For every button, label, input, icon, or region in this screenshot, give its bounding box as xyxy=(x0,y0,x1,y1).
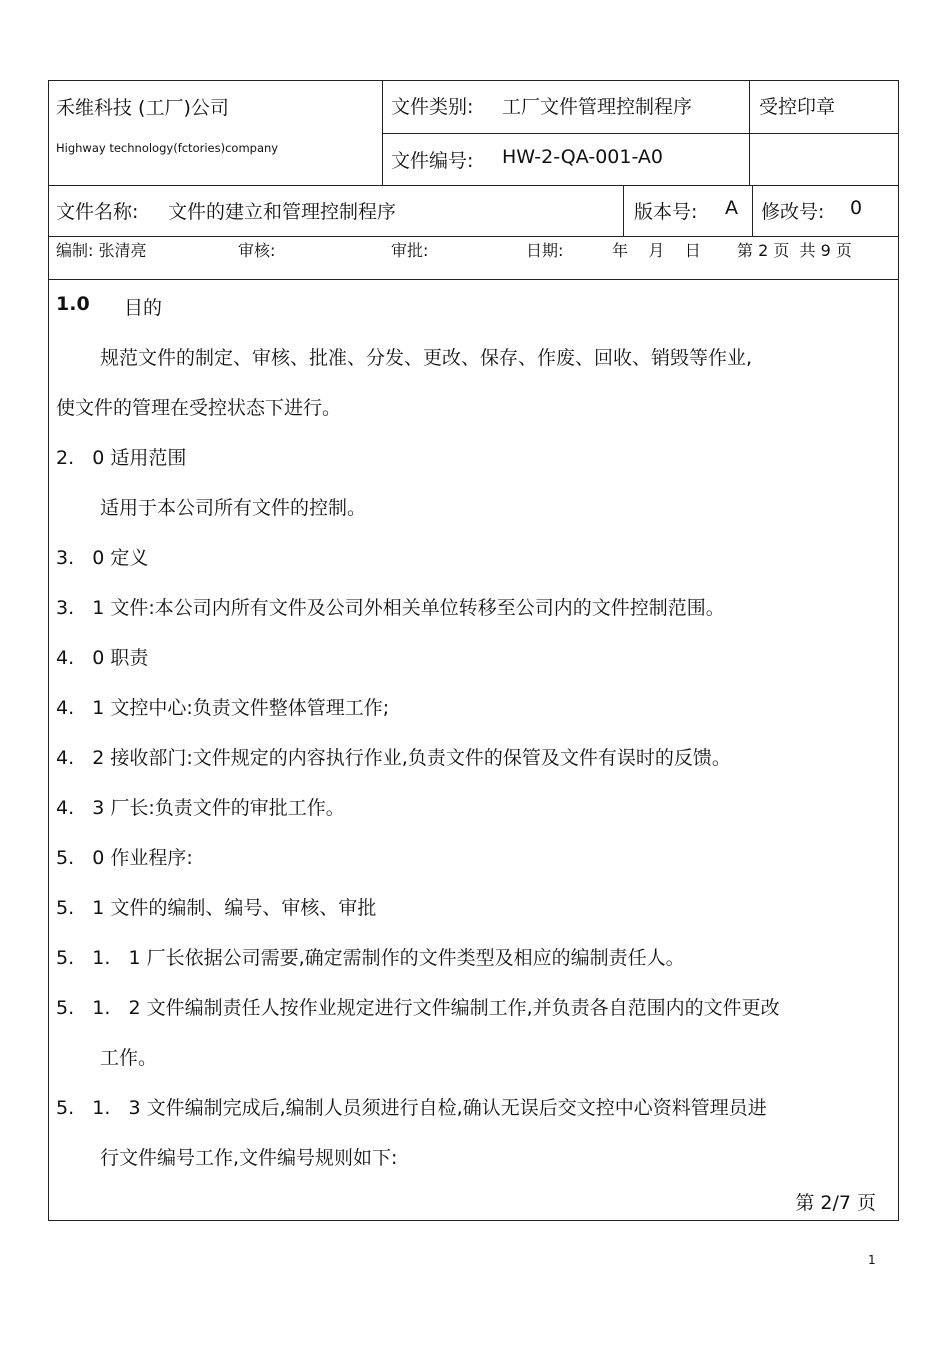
header-divider-1 xyxy=(382,133,898,134)
company-name-cn: 禾维科技 (工厂)公司 xyxy=(56,97,229,119)
reviewer-field: 审核: xyxy=(238,241,276,260)
section-4-2: 4. 2 接收部门:文件规定的内容执行作业,负责文件的保管及文件有误时的反馈。 xyxy=(56,747,731,769)
stamp-label: 受控印章 xyxy=(759,96,836,118)
section-1-title: 目的 xyxy=(124,297,163,319)
doc-number-label: 文件编号: xyxy=(391,150,474,172)
sheet-number: 1 xyxy=(868,1253,876,1267)
approver-field: 审批: xyxy=(391,241,429,260)
revision-value: 0 xyxy=(850,197,863,219)
header-divider-2 xyxy=(49,185,898,186)
paragraph-1-line-1: 规范文件的制定、审核、批准、分发、更改、保存、作废、回收、销毁等作业, xyxy=(100,347,753,369)
doc-number-value: HW-2-QA-001-A0 xyxy=(502,146,663,168)
section-5-1-2-line-1: 5. 1. 2 文件编制责任人按作业规定进行文件编制工作,并负责各自范围内的文件更改 xyxy=(56,997,780,1019)
section-4-3: 4. 3 厂长:负责文件的审批工作。 xyxy=(56,797,345,819)
header-vrule-2 xyxy=(749,81,750,185)
section-2-heading: 2. 0 适用范围 xyxy=(56,447,187,469)
section-5-1-2-line-2: 工作。 xyxy=(100,1047,158,1069)
version-label: 版本号: xyxy=(634,201,698,223)
section-5-heading: 5. 0 作业程序: xyxy=(56,847,193,869)
section-4-heading: 4. 0 职责 xyxy=(56,647,149,669)
page-counter: 第 2/7 页 xyxy=(795,1192,876,1214)
doc-type-value: 工厂文件管理控制程序 xyxy=(502,96,693,118)
header-vrule-3 xyxy=(623,185,624,236)
header-vrule-1 xyxy=(382,81,383,185)
header-divider-4 xyxy=(49,279,898,280)
date-units: 年 月 日 xyxy=(612,241,701,260)
section-5-1-1: 5. 1. 1 厂长依据公司需要,确定需制作的文件类型及相应的编制责任人。 xyxy=(56,947,685,969)
section-3-1: 3. 1 文件:本公司内所有文件及公司外相关单位转移至公司内的文件控制范围。 xyxy=(56,597,725,619)
version-value: A xyxy=(725,197,738,219)
paragraph-1-line-2: 使文件的管理在受控状态下进行。 xyxy=(56,397,342,419)
doc-name-value: 文件的建立和管理控制程序 xyxy=(168,201,397,223)
compiler-field: 编制: 张清亮 xyxy=(56,241,147,260)
section-3-heading: 3. 0 定义 xyxy=(56,547,149,569)
header-vrule-4 xyxy=(752,185,753,236)
section-5-1-3-line-1: 5. 1. 3 文件编制完成后,编制人员须进行自检,确认无误后交文控中心资料管理员进 xyxy=(56,1097,767,1119)
section-5-1-3-line-2: 行文件编号工作,文件编号规则如下: xyxy=(100,1147,398,1169)
company-name-en: Highway technology(fctories)company xyxy=(56,141,279,155)
date-field: 日期: xyxy=(526,241,564,260)
section-4-1: 4. 1 文控中心:负责文件整体管理工作; xyxy=(56,697,390,719)
paragraph-2: 适用于本公司所有文件的控制。 xyxy=(100,497,367,519)
header-divider-3 xyxy=(49,236,898,237)
page-info: 第 2 页 共 9 页 xyxy=(737,241,852,260)
section-5-1: 5. 1 文件的编制、编号、审核、审批 xyxy=(56,897,377,919)
revision-label: 修改号: xyxy=(761,201,825,223)
section-1-number: 1.0 xyxy=(56,293,90,315)
doc-type-label: 文件类别: xyxy=(391,96,474,118)
doc-name-label: 文件名称: xyxy=(56,201,139,223)
document-frame xyxy=(48,80,899,1221)
